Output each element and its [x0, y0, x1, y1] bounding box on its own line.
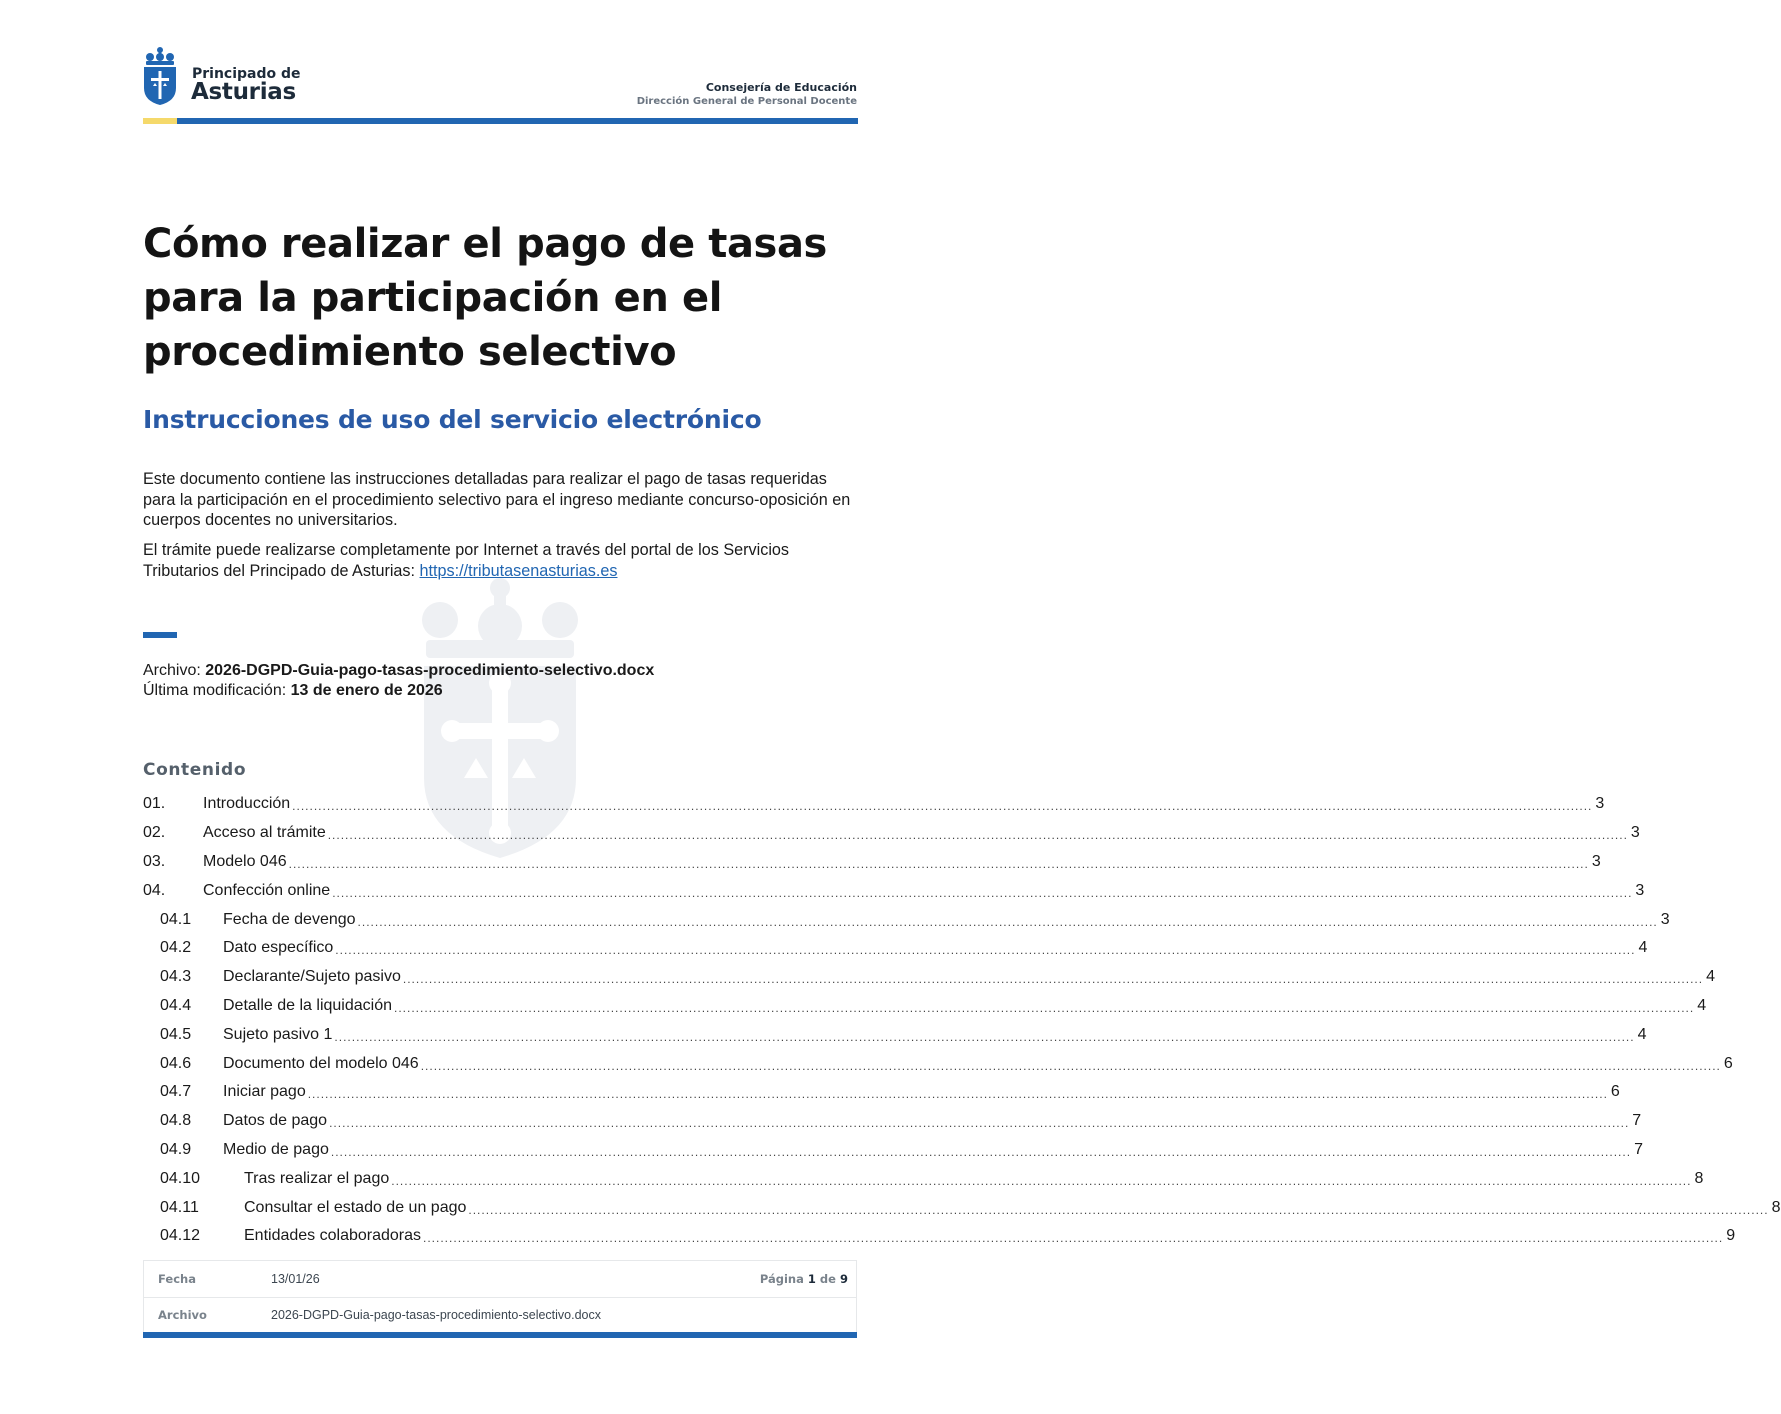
modified-label: Última modificación:	[143, 682, 291, 699]
toc-entry-number: 04.2	[160, 939, 192, 957]
toc-leader-dots: ............................................................................................................................................................................................................................................................................................................	[329, 1116, 1630, 1131]
toc-entry-page: 8	[1694, 1169, 1704, 1187]
toc-entry-number: 04.11	[160, 1198, 199, 1216]
toc-entry-label: Introducción	[203, 795, 291, 813]
toc-entry-number: 04.9	[160, 1140, 192, 1158]
page-footer	[143, 1260, 857, 1334]
toc-entry-label: Entidades colaboradoras	[244, 1227, 422, 1245]
toc-entry[interactable]	[143, 1193, 1781, 1222]
toc-leader-dots: ............................................................................................................................................................................................................................................................................................................	[402, 972, 1704, 987]
toc-entry-page: 3	[1660, 910, 1670, 928]
document-title: Cómo realizar el pago de tasas para la participación en el procedimiento selectivo	[143, 221, 827, 375]
toc-entry[interactable]	[143, 1049, 1733, 1078]
toc-entry-label: Fecha de devengo	[223, 910, 356, 928]
toc-entry-label: Iniciar pago	[223, 1083, 306, 1101]
tributas-link[interactable]: https://tributasenasturias.es	[419, 561, 618, 580]
intro-paragraph-1: Este documento contiene las instrucciones detalladas para realizar el pago de tasas requeridas para la participación en el procedimiento selectivo para el ingreso mediante concurso-oposición en cuerpos docentes no universitarios.	[143, 470, 851, 529]
toc-entry-number: 04.1	[160, 910, 192, 928]
toc-entry-page: 3	[1630, 824, 1640, 842]
toc-entry[interactable]	[143, 1107, 1642, 1136]
toc-leader-dots: ............................................................................................................................................................................................................................................................................................................	[468, 1202, 1769, 1217]
toc-entry-label: Tras realizar el pago	[244, 1169, 390, 1187]
footer-file-row	[144, 1297, 856, 1333]
toc-entry-label: Datos de pago	[223, 1112, 328, 1130]
toc-entry[interactable]	[143, 992, 1707, 1021]
footer-page-number	[760, 1272, 848, 1286]
toc-entry-label: Declarante/Sujeto pasivo	[223, 968, 401, 986]
footer-date-label: Fecha	[158, 1272, 196, 1286]
toc-entry-page: 4	[1697, 996, 1707, 1014]
toc-entry[interactable]	[143, 934, 1648, 963]
toc-entry[interactable]	[143, 1222, 1736, 1251]
toc-entry-label: Detalle de la liquidación	[223, 996, 392, 1014]
toc-leader-dots: ............................................................................................................................................................................................................................................................................................................	[423, 1231, 1724, 1246]
toc-entry-page: 6	[1723, 1054, 1733, 1072]
toc-leader-dots: ............................................................................................................................................................................................................................................................................................................	[394, 1000, 1695, 1015]
toc-entry-label: Dato específico	[223, 939, 334, 957]
directorate-name: Dirección General de Personal Docente	[636, 96, 857, 107]
footer-file-label: Archivo	[158, 1308, 207, 1322]
toc-entry-page: 3	[1591, 852, 1601, 870]
footer-page-current: 1	[807, 1272, 816, 1286]
section-accent-dash	[143, 632, 177, 638]
toc-entry-page: 4	[1638, 939, 1648, 957]
toc-entry[interactable]	[143, 1164, 1704, 1193]
toc-entry-page: 7	[1634, 1140, 1643, 1158]
intro-paragraph-2	[143, 540, 863, 581]
toc-entry-number: 04.8	[160, 1112, 192, 1130]
toc-entry-page: 9	[1726, 1227, 1736, 1245]
toc-entry-number: 04.	[143, 881, 166, 899]
asturias-shield-logo	[143, 46, 177, 106]
footer-file-value: 2026-DGPD-Guia-pago-tasas-procedimiento-selectivo.docx	[271, 1308, 602, 1322]
toc-entry-label: Confección online	[203, 881, 331, 899]
toc-entry-number: 04.3	[160, 968, 192, 986]
toc-entry[interactable]	[143, 1078, 1620, 1107]
file-label: Archivo:	[143, 662, 206, 679]
footer-page-word: Página	[759, 1272, 804, 1286]
toc-entry-label: Documento del modelo 046	[223, 1054, 419, 1072]
intro-paragraph-2-text: El trámite puede realizarse completamente por Internet a través del portal de los Servicios Tributarios del Principado de Asturias:	[143, 541, 790, 580]
toc-entry-label: Modelo 046	[203, 852, 287, 870]
footer-rule	[143, 1332, 857, 1338]
logo-line2: Asturias	[191, 79, 296, 105]
toc-entry-number: 04.6	[160, 1054, 192, 1072]
footer-page-total: 9	[839, 1272, 848, 1286]
toc-entry[interactable]	[143, 819, 1640, 848]
toc-leader-dots: ............................................................................................................................................................................................................................................................................................................	[292, 799, 1593, 814]
department-name: Consejería de Educación	[705, 81, 857, 94]
toc-entry-number: 04.4	[160, 996, 192, 1014]
toc-entry-page: 8	[1771, 1198, 1781, 1216]
toc-entry-page: 4	[1706, 968, 1715, 986]
toc-leader-dots: ............................................................................................................................................................................................................................................................................................................	[330, 1144, 1632, 1159]
modified-meta	[143, 682, 443, 700]
header-accent-yellow	[143, 118, 177, 124]
toc-entry-label: Sujeto pasivo 1	[223, 1025, 333, 1043]
toc-leader-dots: ............................................................................................................................................................................................................................................................................................................	[420, 1058, 1721, 1073]
toc-leader-dots: ............................................................................................................................................................................................................................................................................................................	[391, 1173, 1692, 1188]
toc-entry-page: 6	[1610, 1083, 1620, 1101]
toc-entry[interactable]	[143, 1136, 1643, 1165]
toc-entry-page: 4	[1637, 1025, 1647, 1043]
toc-entry-page: 3	[1595, 795, 1605, 813]
toc-entry-page: 3	[1635, 881, 1645, 899]
toc-entry[interactable]	[143, 1020, 1647, 1049]
toc-entry[interactable]	[143, 790, 1605, 819]
toc-heading: Contenido	[143, 760, 247, 780]
toc-leader-dots: ............................................................................................................................................................................................................................................................................................................	[307, 1087, 1608, 1102]
toc-entry-number: 04.7	[160, 1083, 192, 1101]
toc-entry-label: Acceso al trámite	[203, 824, 326, 842]
footer-date-row	[144, 1261, 856, 1298]
toc-leader-dots: ............................................................................................................................................................................................................................................................................................................	[288, 856, 1589, 871]
footer-page-of: de	[819, 1272, 836, 1286]
toc-entry-number: 03.	[143, 852, 166, 870]
toc-entry[interactable]	[143, 963, 1715, 992]
modified-value: 13 de enero de 2026	[290, 682, 443, 699]
file-meta	[143, 662, 654, 680]
logo-line1: Principado de	[192, 66, 301, 82]
toc-entry-number: 04.5	[160, 1025, 192, 1043]
toc-entry-label: Medio de pago	[223, 1140, 329, 1158]
toc-entry-number: 04.12	[160, 1227, 201, 1245]
toc-entry[interactable]	[143, 876, 1645, 905]
toc-leader-dots: ............................................................................................................................................................................................................................................................................................................	[332, 885, 1633, 900]
document-subtitle: Instrucciones de uso del servicio electrónico	[143, 405, 762, 434]
toc-entry-number: 02.	[143, 824, 166, 842]
toc-leader-dots: ............................................................................................................................................................................................................................................................................................................	[335, 943, 1636, 958]
toc-entry[interactable]	[143, 848, 1601, 877]
toc-leader-dots: ............................................................................................................................................................................................................................................................................................................	[357, 914, 1658, 929]
header-rule	[177, 118, 858, 124]
toc-entry[interactable]	[143, 905, 1670, 934]
toc-leader-dots: ............................................................................................................................................................................................................................................................................................................	[327, 828, 1628, 843]
toc-leader-dots: ............................................................................................................................................................................................................................................................................................................	[334, 1029, 1635, 1044]
toc-entry-page: 7	[1632, 1112, 1642, 1130]
toc-entry-number: 01.	[143, 795, 166, 813]
file-value: 2026-DGPD-Guia-pago-tasas-procedimiento-selectivo.docx	[205, 662, 655, 679]
toc-entry-number: 04.10	[160, 1169, 201, 1187]
footer-date-value: 13/01/26	[271, 1272, 320, 1286]
table-of-contents	[143, 790, 1781, 1251]
toc-entry-label: Consultar el estado de un pago	[244, 1198, 467, 1216]
